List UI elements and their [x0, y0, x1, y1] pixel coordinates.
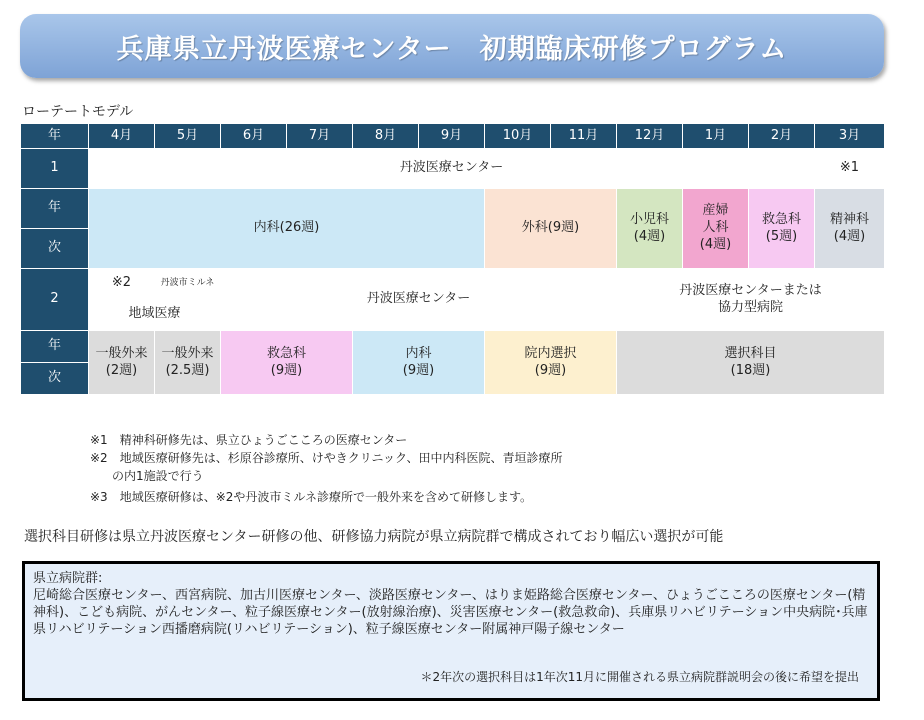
rotation-block-emergency-y2: 救急科 (9週): [221, 331, 353, 395]
year2-number: 2: [21, 269, 89, 331]
prefectural-hospitals-box: [22, 561, 880, 701]
note-2-cont: の内1施設で行う: [112, 469, 204, 483]
hospitals-list: 尼崎総合医療センター、西宮病院、加古川医療センター、淡路医療センター、はりま姫路総合医療センター、ひょうごこころの医療センター(精神科)、こども病院、がんセンター、粒子線医療センター(放射線治療)、災害医療センター(救急救命)、兵庫県リハビリテーション中央病院･兵庫県リハビリテーション西播磨病院(リハビリテーション)、粒子線医療センター附属神戸陽子線センター: [33, 588, 868, 637]
rotation-model-label: ローテートモデル: [22, 104, 134, 120]
month-header: 11月: [551, 124, 617, 149]
rotation-block-obgyn: 産婦 人科 (4週): [683, 189, 749, 269]
year2-note2: ※2: [89, 269, 155, 299]
rotation-block-psychiatry: 精神科 (4週): [815, 189, 885, 269]
year2-milne: 丹波市ミルネ: [155, 269, 221, 299]
month-header: 5月: [155, 124, 221, 149]
year2-row-c: [21, 331, 885, 363]
rotation-block-general-outpatient-2: 一般外来 (2.5週): [155, 331, 221, 395]
month-header: 9月: [419, 124, 485, 149]
year1-number: 1: [21, 149, 89, 189]
rotation-block-internal-medicine: 内科(26週): [89, 189, 485, 269]
year-header: 年: [21, 124, 89, 149]
month-header: 6月: [221, 124, 287, 149]
page-title-banner: [20, 14, 884, 78]
hospitals-footnote: ＊2年次の選択科目は1年次11月に開催される県立病院群説明会の後に希望を提出: [420, 670, 859, 684]
rotation-block-elective: 選択科目 (18週): [617, 331, 885, 395]
year1-center-label: 丹波医療センター: [399, 160, 504, 176]
month-header: 8月: [353, 124, 419, 149]
year2-row-a: [21, 269, 885, 299]
note-1: ※1 精神科研修先は、県立ひょうごこころの医療センター: [90, 433, 408, 447]
year1-row-a: [21, 149, 885, 189]
year2-community-medicine: 地域医療: [89, 299, 221, 331]
note-3: ※3 地域医療研修は、※2や丹波市ミルネ診療所で一般外来を含めて研修します。: [90, 490, 533, 504]
month-header: 2月: [749, 124, 815, 149]
year1-ji: 次: [21, 229, 89, 269]
month-header: 7月: [287, 124, 353, 149]
month-header-row: [21, 124, 885, 149]
year2-nen: 年: [21, 331, 89, 363]
year1-row-b: [21, 189, 885, 229]
rotation-block-pediatrics: 小児科 (4週): [617, 189, 683, 269]
note-2: ※2 地域医療研修先は、杉原谷診療所、けやきクリニック、田中内科医院、青垣診療所: [90, 451, 563, 465]
month-header: 12月: [617, 124, 683, 149]
rotation-block-general-outpatient-1: 一般外来 (2週): [89, 331, 155, 395]
hospitals-heading: 県立病院群:: [33, 571, 103, 586]
year2-center: 丹波医療センター: [221, 269, 617, 331]
elective-summary: 選択科目研修は県立丹波医療センター研修の他、研修協力病院が県立病院群で構成されており幅広い選択が可能: [24, 529, 724, 545]
rotation-block-emergency: 救急科 (5週): [749, 189, 815, 269]
rotation-block-inhouse-elective: 院内選択 (9週): [485, 331, 617, 395]
month-header: 1月: [683, 124, 749, 149]
month-header: 4月: [89, 124, 155, 149]
rotation-table: [20, 123, 885, 395]
notes: [90, 431, 563, 506]
page-title: 兵庫県立丹波医療センター 初期臨床研修プログラム: [116, 33, 788, 65]
year1-center: [89, 149, 815, 189]
rotation-block-internal-medicine-y2: 内科 (9週): [353, 331, 485, 395]
rotation-block-surgery: 外科(9週): [485, 189, 617, 269]
month-header: 3月: [815, 124, 885, 149]
year1-note: ※1: [815, 149, 885, 189]
year2-ji: 次: [21, 363, 89, 395]
month-header: 10月: [485, 124, 551, 149]
year1-nen: 年: [21, 189, 89, 229]
year2-center-or-cooperating: 丹波医療センターまたは 協力型病院: [617, 269, 885, 331]
